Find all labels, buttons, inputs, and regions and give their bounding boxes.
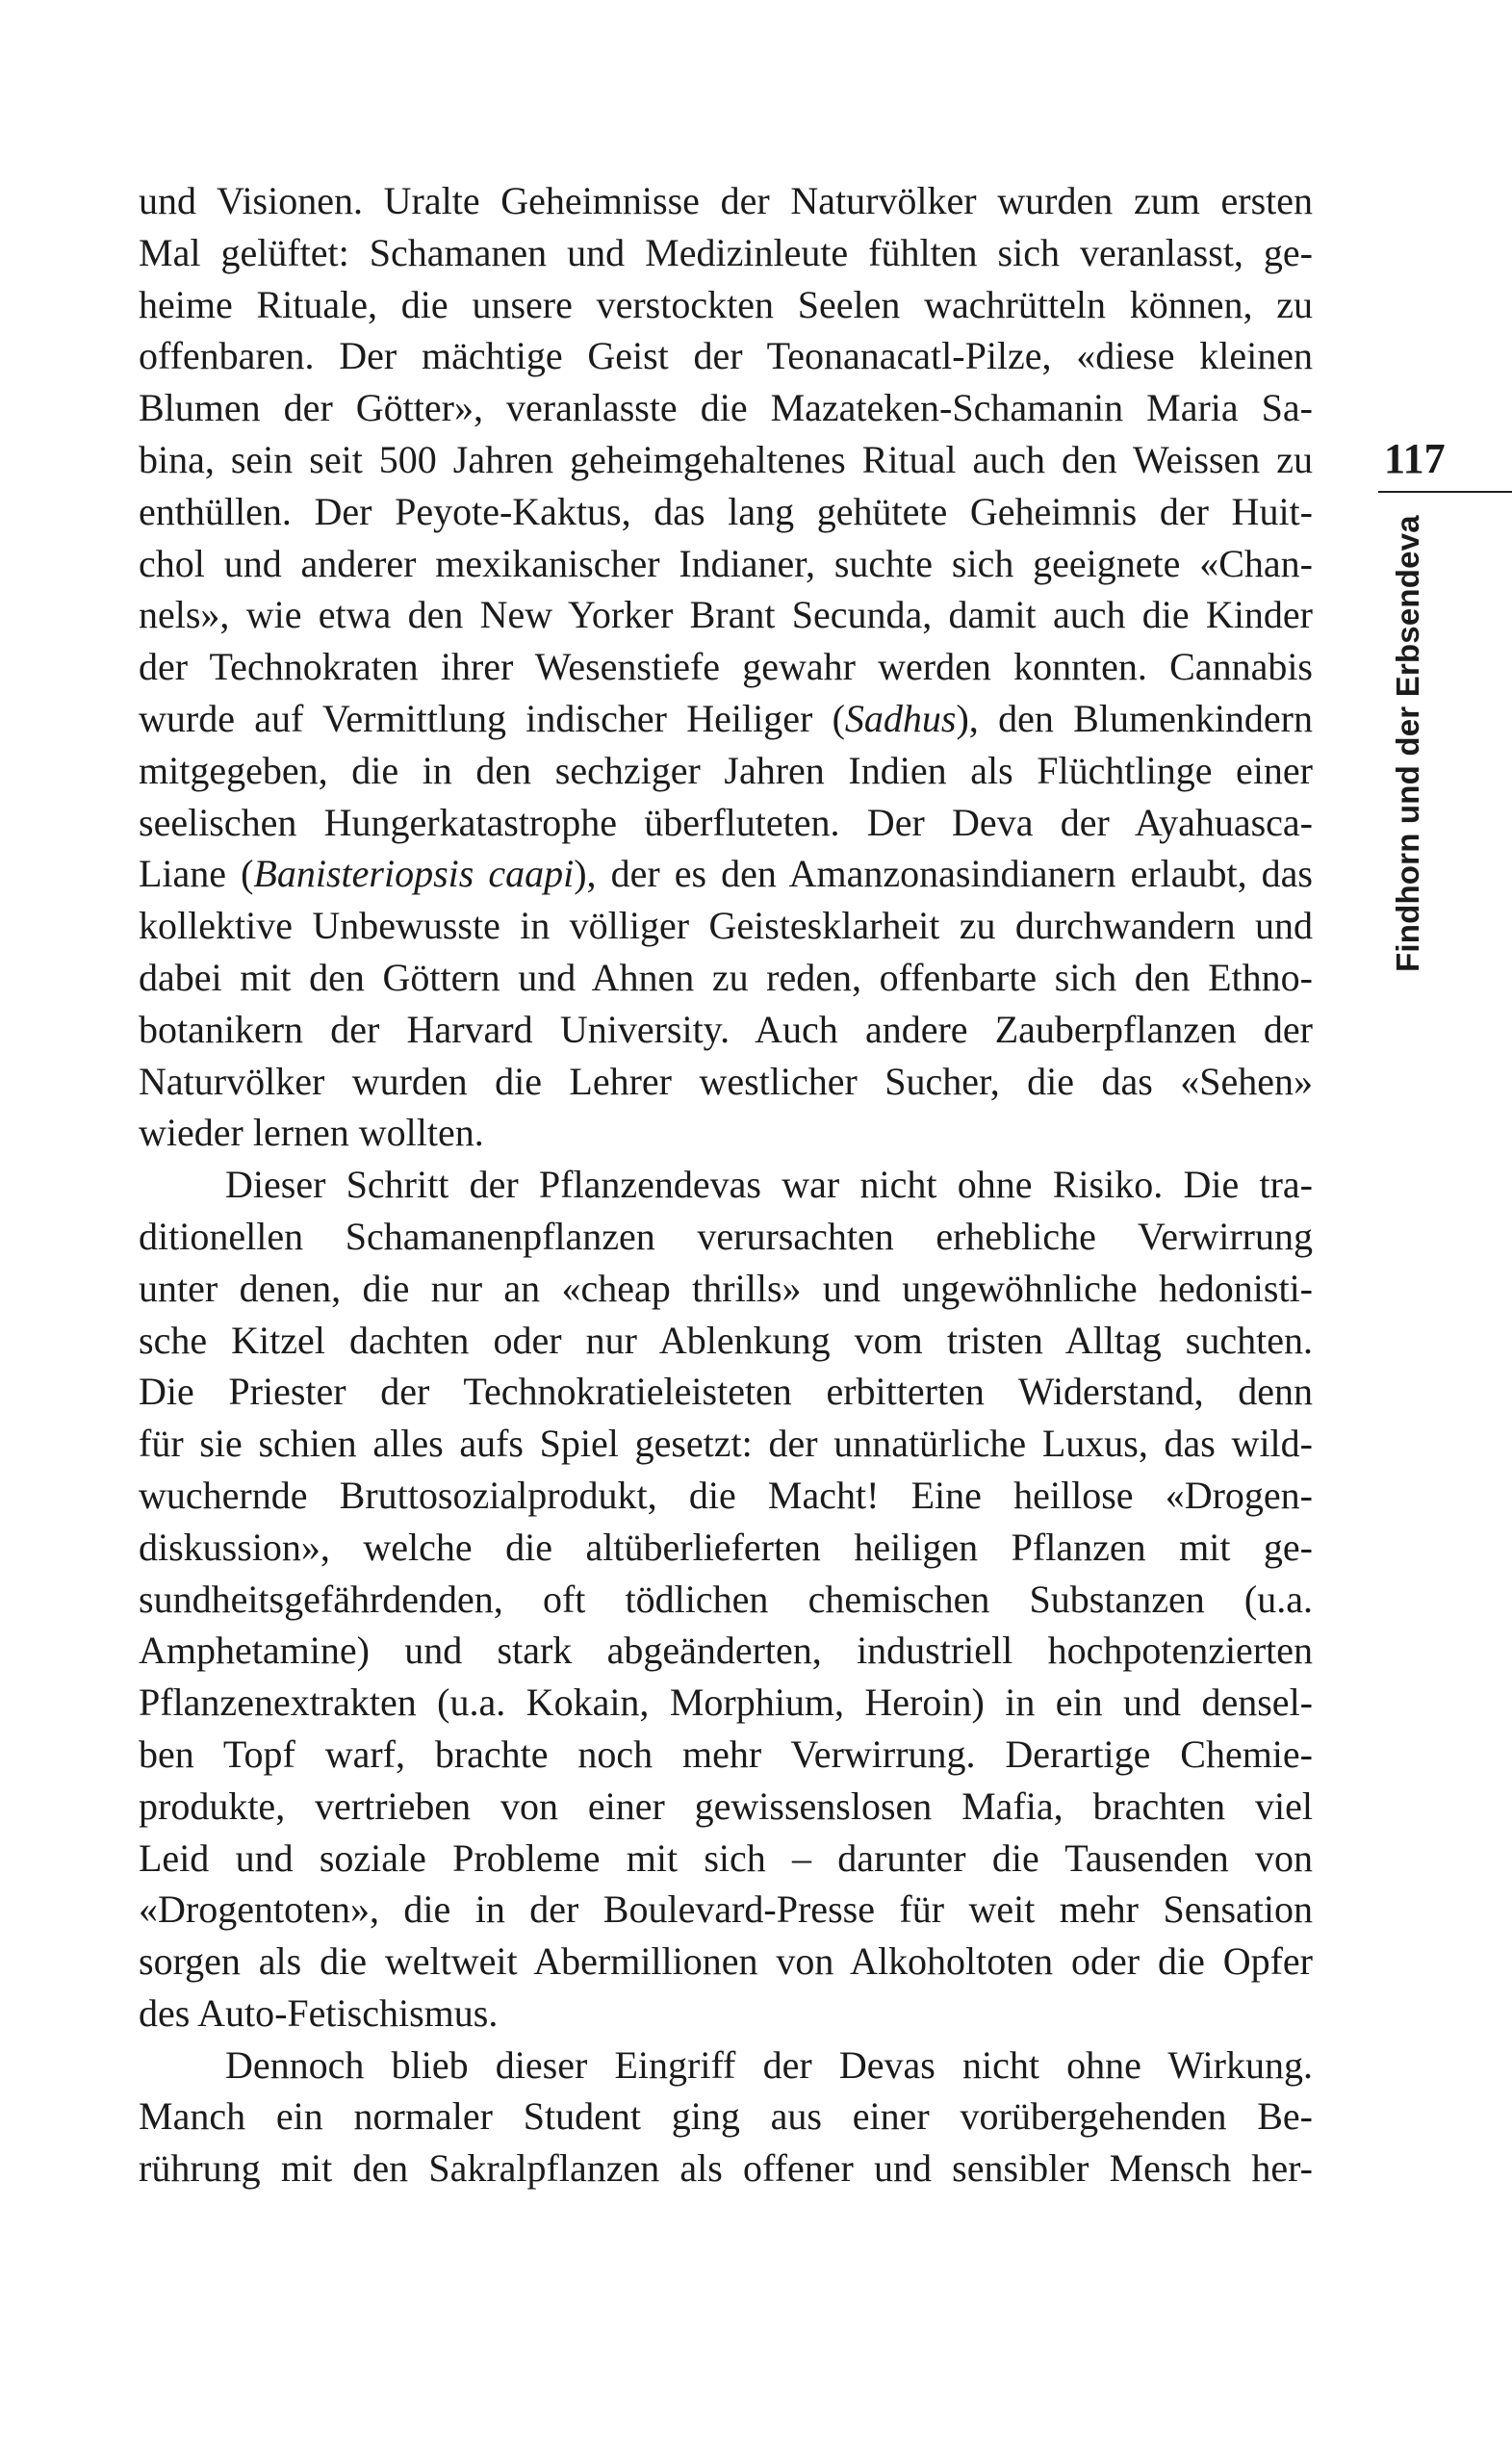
text-line: dabei mit den Göttern und Ahnen zu reden, offenbarte sich den Ethno- bbox=[139, 955, 1313, 999]
paragraph bbox=[139, 175, 1313, 1159]
text-line: sundheitsgefährdenden, oft tödlichen chemischen Substanzen (u.a. bbox=[139, 1577, 1313, 1621]
text-line: diskussion», welche die altüberlieferten heiligen Pflanzen mit ge- bbox=[139, 1525, 1313, 1569]
text-line: rührung mit den Sakralpflanzen als offener und sensibler Mensch her- bbox=[139, 2146, 1313, 2191]
text-line: sorgen als die weltweit Abermillionen von Alkoholtoten oder die Opfer bbox=[139, 1939, 1313, 1984]
text-line: und Visionen. Uralte Geheimnisse der Naturvölker wurden zum ersten bbox=[139, 179, 1313, 222]
text-segment: ), den Blumenkindern bbox=[956, 696, 1314, 740]
text-line: unter denen, die nur an «cheap thrills» und ungewöhnliche hedonisti- bbox=[139, 1266, 1313, 1310]
text-segment: ), der es den Amanzonasindianern erlaubt, das bbox=[574, 852, 1313, 896]
text-line: Manch ein normaler Student ging aus einer vorübergehenden Be- bbox=[139, 2094, 1313, 2139]
text-line: Amphetamine) und stark abgeänderten, industriell hochpotenzierten bbox=[139, 1629, 1313, 1673]
text-segment: Liane ( bbox=[139, 852, 254, 896]
text-line: ditionellen Schamanenpflanzen verursachten erhebliche Verwirrung bbox=[139, 1214, 1313, 1258]
paragraph bbox=[139, 1159, 1313, 2040]
text-line: chol und anderer mexikanischer Indianer, suchte sich geeignete «Chan- bbox=[139, 541, 1313, 585]
text-line: kollektive Unbewusste in völliger Geistesklarheit zu durchwandern und bbox=[139, 904, 1313, 948]
text-line: wieder lernen wollten. bbox=[139, 1111, 484, 1155]
text-line: Mal gelüftet: Schamanen und Medizinleute fühlten sich veranlasst, ge- bbox=[139, 230, 1313, 274]
text-line: enthüllen. Der Peyote-Kaktus, das lang gehütete Geheimnis der Huit- bbox=[139, 489, 1313, 533]
text-line: Pflanzenextrakten (u.a. Kokain, Morphium, Heroin) in ein und densel- bbox=[139, 1681, 1313, 1725]
text-line: Dennoch blieb dieser Eingriff der Devas nicht ohne Wirkung. bbox=[225, 2042, 1313, 2087]
text-line: Naturvölker wurden die Lehrer westlicher Sucher, die das «Sehen» bbox=[139, 1059, 1313, 1103]
text-line: sche Kitzel dachten oder nur Ablenkung vom tristen Alltag suchten. bbox=[139, 1318, 1313, 1362]
text-line: Die Priester der Technokratieleisteten erbitterten Widerstand, denn bbox=[139, 1370, 1313, 1414]
paragraph bbox=[139, 2040, 1313, 2194]
text-line: heime Rituale, die unsere verstockten Seelen wachrütteln können, zu bbox=[139, 282, 1313, 326]
text-line: ben Topf warf, brachte noch mehr Verwirrung. Derartige Chemie- bbox=[139, 1732, 1313, 1776]
running-head-rule bbox=[1378, 491, 1512, 493]
page-number: 117 bbox=[1384, 435, 1446, 482]
text-line: offenbaren. Der mächtige Geist der Teonanacatl-Pilze, «diese kleinen bbox=[139, 334, 1313, 378]
running-head: Findhorn und der Erbsendeva bbox=[1390, 515, 1425, 972]
text-line: produkte, vertrieben von einer gewissenslosen Mafia, brachten viel bbox=[139, 1784, 1313, 1828]
text-line: Dieser Schritt der Pflanzendevas war nicht ohne Risiko. Die tra- bbox=[225, 1163, 1313, 1207]
text-line: «Drogentoten», die in der Boulevard-Presse für weit mehr Sensation bbox=[139, 1887, 1313, 1932]
text-line: wuchernde Bruttosozialprodukt, die Macht! Eine heillose «Drogen- bbox=[139, 1473, 1313, 1517]
text-line: botanikern der Harvard University. Auch andere Zauberpflanzen der bbox=[139, 1007, 1313, 1051]
text-line: der Technokraten ihrer Wesenstiefe gewahr werden konnten. Cannabis bbox=[139, 645, 1313, 689]
italic-term: Sadhus bbox=[844, 696, 957, 740]
text-line: des Auto-Fetischismus. bbox=[139, 1990, 499, 2035]
text-line: bina, sein seit 500 Jahren geheimgehaltenes Ritual auch den Weissen zu bbox=[139, 437, 1313, 481]
italic-term: Banisteriopsis caapi bbox=[253, 852, 575, 896]
text-line: Blumen der Götter», veranlasste die Mazateken-Schamanin Maria Sa- bbox=[139, 386, 1313, 430]
text-line bbox=[139, 693, 1313, 745]
text-segment: wurde auf Vermittlung indischer Heiliger ( bbox=[139, 696, 845, 740]
text-line: seelischen Hungerkatastrophe überfluteten. Der Deva der Ayahuasca- bbox=[139, 800, 1313, 844]
text-line: nels», wie etwa den New Yorker Brant Secunda, damit auch die Kinder bbox=[139, 593, 1313, 637]
text-line: mitgegeben, die in den sechziger Jahren Indien als Flüchtlinge einer bbox=[139, 748, 1313, 792]
text-line bbox=[139, 848, 1313, 900]
text-line: Leid und soziale Probleme mit sich – darunter die Tausenden von bbox=[139, 1835, 1313, 1880]
body-text bbox=[139, 175, 1313, 2194]
text-line: für sie schien alles aufs Spiel gesetzt: der unnatürliche Luxus, das wild- bbox=[139, 1422, 1313, 1466]
